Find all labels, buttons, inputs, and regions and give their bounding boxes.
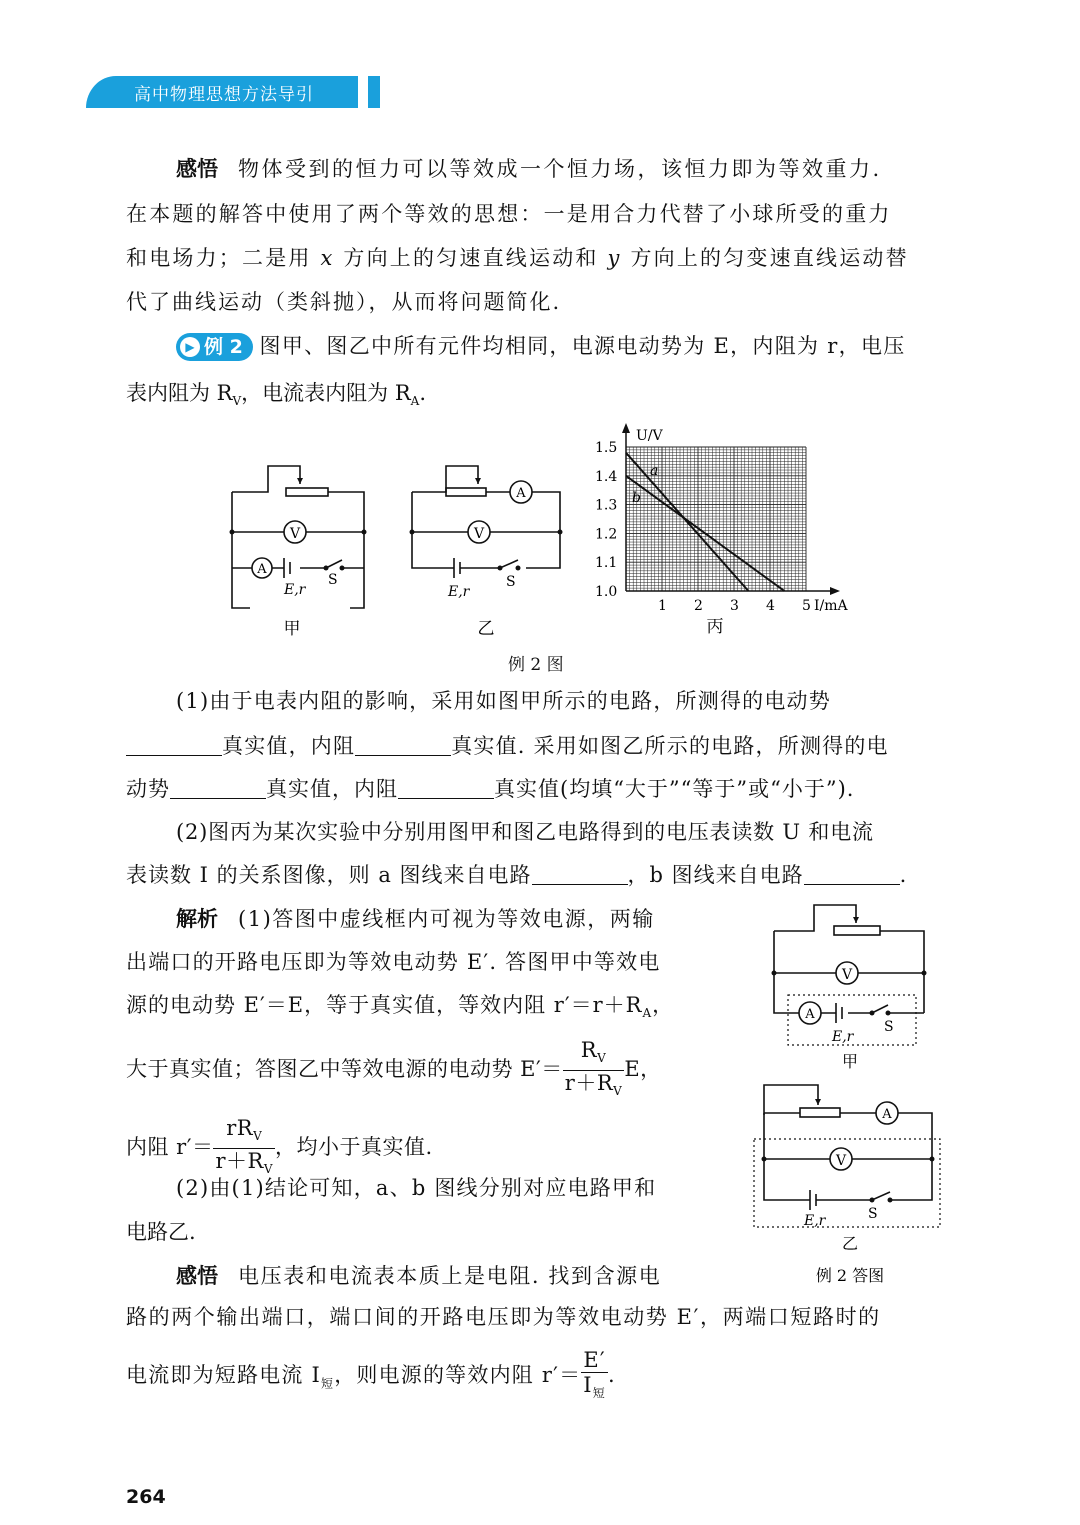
figure-caption: 例 2 图 <box>508 655 564 675</box>
x-tick-label: 4 <box>766 598 775 614</box>
para2-line3 <box>126 1348 616 1405</box>
analysis-line5 <box>126 1116 433 1181</box>
frac-den: I <box>583 1373 593 1397</box>
voltmeter-label: V <box>289 526 301 542</box>
example-line1 <box>176 331 906 361</box>
x-tick-label: 2 <box>694 598 703 614</box>
y-tick-label: 1.0 <box>595 584 618 600</box>
q1-text3a: 动势 <box>126 777 170 801</box>
header-decor-block <box>332 76 358 108</box>
q2-line1: (2)图丙为某次实验中分别用图甲和图乙电路得到的电压表读数 U 和电流 <box>176 820 874 844</box>
frac-num: rR <box>226 1116 254 1140</box>
er-label-jia: E,r <box>284 582 306 598</box>
ammeter-label: A <box>805 1007 815 1022</box>
frac-num: R <box>580 1038 598 1062</box>
var-x: x <box>320 246 335 270</box>
er-label: E,r <box>832 1029 854 1045</box>
ui-chart <box>590 420 870 645</box>
para2-text3b: ，则电源的等效内阻 r′＝ <box>334 1363 582 1388</box>
y-tick-label: 1.1 <box>595 555 618 572</box>
play-arrow-icon: ▶ <box>180 337 200 357</box>
x-tick-label: 1 <box>658 598 667 614</box>
label-yi: 乙 <box>477 619 495 639</box>
header-decor-block <box>368 76 380 108</box>
q1-line2 <box>126 731 889 761</box>
q2-text2a: 表读数 I 的关系图像，则 a 图线来自电路 <box>126 863 532 887</box>
sub-v: V <box>232 394 242 409</box>
analysis-text4a: 大于真实值；答图乙中等效电源的电动势 E′＝ <box>126 1057 563 1082</box>
x-tick-label: 3 <box>730 598 739 614</box>
chart-ylabel: U/V <box>636 428 663 444</box>
example-badge <box>176 333 253 361</box>
example-line2 <box>126 378 426 416</box>
frac-den: r＋R <box>564 1071 614 1096</box>
fraction <box>563 1038 625 1103</box>
sub-short: 短 <box>320 1376 335 1391</box>
sub-a: A <box>642 1006 653 1021</box>
answer-blank[interactable] <box>804 862 900 885</box>
para1-line4: 代了曲线运动（类斜抛），从而将问题简化. <box>126 290 562 314</box>
para1-line2: 在本题的解答中使用了两个等效的思想：一是用合力代替了小球所受的重力 <box>126 202 892 226</box>
example-text2: 表内阻为 R <box>126 381 233 405</box>
q1-text2a: 真实值，内阻 <box>222 734 356 758</box>
answer-blank[interactable] <box>355 733 451 756</box>
para1-label: 感悟 <box>176 157 218 181</box>
analysis-text4b: E， <box>624 1057 662 1082</box>
example-badge-label: 例 2 <box>204 336 243 358</box>
answer-label-yi: 乙 <box>841 1234 859 1253</box>
sub-short: 短 <box>592 1386 606 1401</box>
series-label-b: b <box>632 489 641 506</box>
answer-blank[interactable] <box>398 776 494 799</box>
switch-label: S <box>884 1019 894 1035</box>
para1-line1 <box>176 154 882 184</box>
switch-label-yi: S <box>506 574 516 590</box>
fraction <box>581 1348 608 1405</box>
x-tick-label: 5 <box>802 598 811 614</box>
example-text1: 图甲、图乙中所有元件均相同，电源电动势为 E，内阻为 r，电压 <box>259 334 906 358</box>
sub-v: V <box>263 1162 274 1177</box>
y-tick-label: 1.2 <box>595 526 618 543</box>
analysis-text5b: ，均小于真实值. <box>275 1135 433 1160</box>
para2-label: 感悟 <box>176 1264 218 1288</box>
frac-den: r＋R <box>215 1149 264 1174</box>
para1-text3b: 方向上的匀速直线运动和 <box>334 246 608 270</box>
analysis-text1: (1)答图中虚线框内可视为等效电源，两输 <box>238 907 655 931</box>
header-title: 高中物理思想方法导引 <box>134 85 314 105</box>
fraction <box>213 1116 275 1181</box>
q1-line3 <box>126 774 854 804</box>
para2-line2: 路的两个输出端口，端口间的开路电压即为等效电动势 E′，两端口短路时的 <box>126 1305 881 1329</box>
q2-text2b: ，b 图线来自电路 <box>627 863 804 887</box>
q2-text2c: . <box>899 863 908 887</box>
answer-label-jia: 甲 <box>841 1052 859 1071</box>
y-tick-label: 1.4 <box>595 468 618 485</box>
para1-text1: 物体受到的恒力可以等效成一个恒力场，该恒力即为等效重力. <box>238 157 882 181</box>
answer-blank[interactable] <box>126 733 222 756</box>
para1-text3c: 方向上的匀变速直线运动替 <box>621 246 909 270</box>
er-label: E,r <box>804 1213 826 1229</box>
page-number: 264 <box>126 1486 166 1508</box>
er-label-yi: E,r <box>448 584 470 600</box>
q2-line2 <box>126 860 907 890</box>
para1-text3a: 和电场力；二是用 <box>126 246 321 270</box>
q1-text3b: 真实值，内阻 <box>266 777 398 801</box>
analysis-line3 <box>126 990 674 1028</box>
x-axis-arrow-icon <box>830 587 840 595</box>
analysis-text3-end: ， <box>652 993 675 1017</box>
example-text2b: ，电流表内阻为 R <box>241 381 411 405</box>
answer-figure-caption: 例 2 答图 <box>815 1266 885 1285</box>
para1-line3 <box>126 243 909 273</box>
frac-num: E′ <box>581 1348 608 1373</box>
para2-line1 <box>176 1261 661 1291</box>
switch-label: S <box>868 1206 878 1222</box>
voltmeter-label: V <box>835 1153 847 1169</box>
var-y: y <box>607 246 622 270</box>
sub-v: V <box>613 1084 623 1099</box>
analysis-line2: 出端口的开路电压即为等效电动势 E′. 答图甲中等效电 <box>126 950 661 974</box>
voltmeter-label: V <box>473 526 485 542</box>
y-tick-label: 1.5 <box>595 440 618 456</box>
sub-a: A <box>410 394 420 409</box>
y-axis-arrow-icon <box>622 423 630 433</box>
label-bing: 丙 <box>706 617 724 637</box>
analysis-line7: 电路乙. <box>126 1220 196 1244</box>
answer-figures <box>750 895 950 1290</box>
q1-text2b: 真实值. 采用如图乙所示的电路，所测得的电 <box>451 734 889 758</box>
q1-text3c: 真实值(均填“大于”“等于”或“小于”). <box>494 777 855 801</box>
analysis-line6: (2)由(1)结论可知，a、b 图线分别对应电路甲和 <box>176 1176 657 1200</box>
analysis-line4 <box>126 1038 662 1103</box>
sub-v: V <box>597 1051 607 1066</box>
analysis-line1 <box>176 904 655 934</box>
analysis-text3: 源的电动势 E′＝E，等于真实值，等效内阻 r′＝r＋R <box>126 993 643 1017</box>
para2-text3c: . <box>607 1363 616 1388</box>
analysis-label: 解析 <box>176 907 218 931</box>
circuit-figures <box>220 460 580 640</box>
switch-label-jia: S <box>328 572 338 588</box>
para2-text3a: 电流即为短路电流 I <box>126 1363 321 1388</box>
series-label-a: a <box>650 462 659 479</box>
voltmeter-label: V <box>841 967 853 983</box>
analysis-text5a: 内阻 r′＝ <box>126 1135 214 1160</box>
ammeter-label: A <box>257 562 267 577</box>
q1-line1: (1)由于电表内阻的影响，采用如图甲所示的电路，所测得的电动势 <box>176 689 831 713</box>
label-jia: 甲 <box>283 619 301 639</box>
ammeter-label: A <box>516 486 526 501</box>
para2-text1: 电压表和电流表本质上是电阻. 找到含源电 <box>238 1264 662 1288</box>
answer-blank[interactable] <box>170 776 266 799</box>
example-text2c: . <box>419 381 427 405</box>
y-tick-label: 1.3 <box>595 497 618 514</box>
chart-xlabel: I/mA <box>814 598 848 614</box>
answer-blank[interactable] <box>532 862 628 885</box>
sub-v: V <box>253 1129 263 1144</box>
ammeter-label: A <box>882 1107 892 1122</box>
